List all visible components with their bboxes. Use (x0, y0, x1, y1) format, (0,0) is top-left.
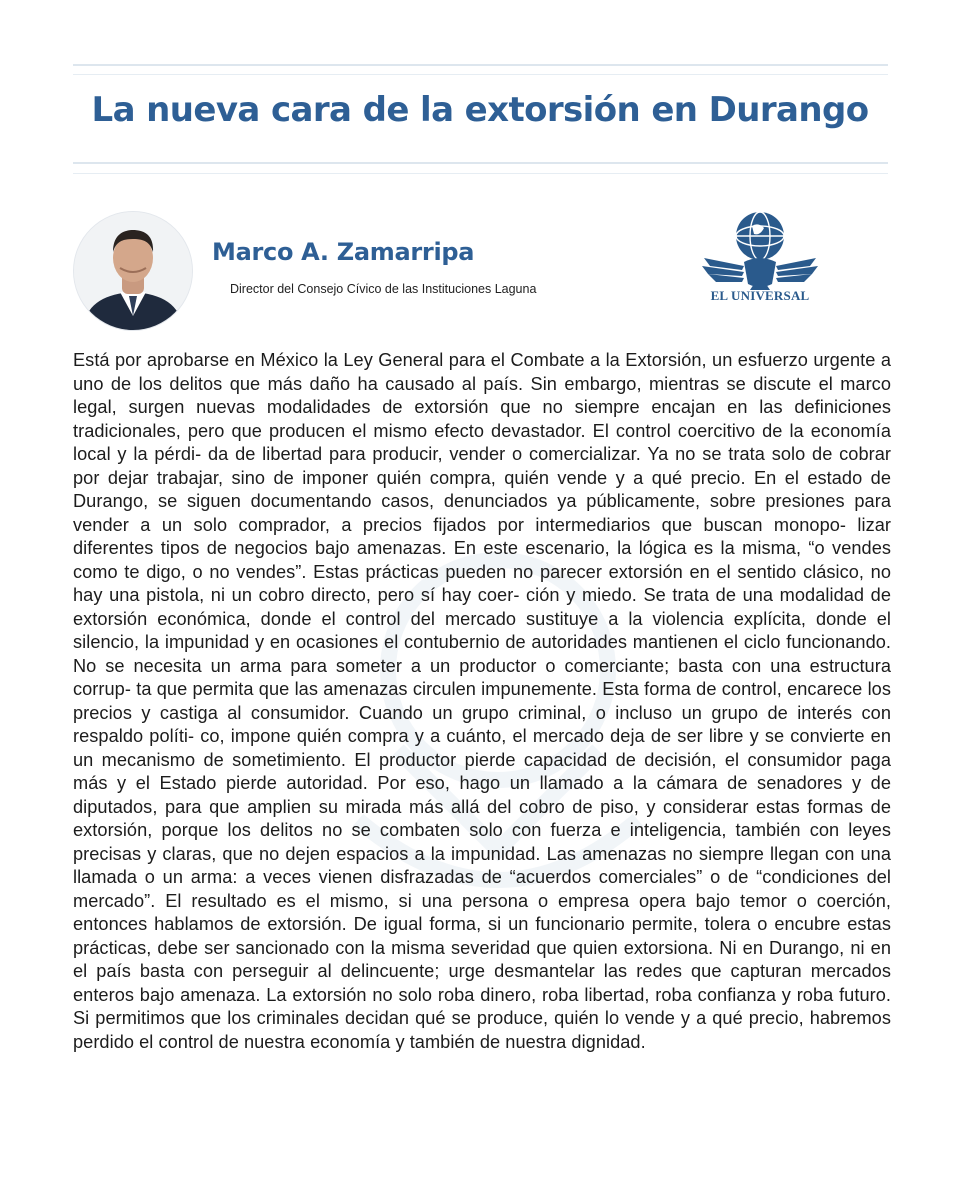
article-title: La nueva cara de la extorsión en Durango (91, 90, 869, 130)
author-photo-icon (74, 212, 192, 330)
publication-name: EL UNIVERSAL (710, 288, 810, 303)
header-bottom-rule-thin (73, 173, 888, 174)
header-top-rule (73, 64, 888, 66)
header-top-rule-thin (73, 74, 888, 75)
header-bottom-rule (73, 162, 888, 164)
author-name: Marco A. Zamarripa (212, 238, 475, 266)
author-role: Director del Consejo Cívico de las Instituciones Laguna (230, 282, 537, 296)
article-body: Está por aprobarse en México la Ley General para el Combate a la Extorsión, un esfuerzo urgente a uno de los delitos que más daño ha causado al país. Sin embargo, mientras se discute el marco legal, surgen nuevas modalidades de extorsión que no siempre encajan en las definiciones tradicionales, pero que producen el mismo efecto devastador. El control coercitivo de la economía local y la pérdi- da de libertad para producir, vender o comercializar. Ya no se trata solo de cobrar por dejar trabajar, sino de imponer quién compra, quién vende y a qué precio. En el estado de Durango, se siguen documentando casos, denunciados ya públicamente, sobre presiones para vender a un solo comprador, a precios fijados por intermediarios que buscan monopo- lizar diferentes tipos de negocios bajo amenazas. En este escenario, la lógica es la misma, “o vendes como te digo, o no vendes”. Estas prácticas pueden no parecer extorsión en el sentido clásico, no hay una pistola, ni un cobro directo, pero sí hay coer- ción y miedo. Se trata de una modalidad de extorsión económica, donde el control del mercado sustituye a la violencia explícita, donde el silencio, la impunidad y en ocasiones el contubernio de autoridades mantienen el ciclo funcionando. No se necesita un arma para someter a un productor o comerciante; basta con una estructura corrup- ta que permita que las amenazas circulen impunemente. Esta forma de control, encarece los precios y castiga al consumidor. Cuando un grupo criminal, o incluso un grupo de interés con respaldo políti- co, impone quién compra y a cuánto, el mercado deja de ser libre y se convierte en un mecanismo de sometimiento. El productor pierde capacidad de decisión, el consumidor paga más y el Estado pierde autoridad. Por eso, hago un llamado a la cámara de senadores y de diputados, para que amplien su mirada más allá del cobro de piso, y considerar estas formas de extorsión, porque los delitos no se combaten solo con fuerza e inteligencia, también con leyes precisas y claras, que no dejen espacios a la impunidad. Las amenazas no siempre llegan con una llamada o un arma: a veces vienen disfrazadas de “acuerdos comerciales” o de “condiciones del mercado”. El resultado es el mismo, si una persona o empresa opera bajo temor o coerción, entonces hablamos de extorsión. De igual forma, si un funcionario permite, tolera o encubre estas prácticas, debe ser sancionado con la misma severidad que quien extorsiona. Ni en Durango, ni en el país basta con perseguir al delincuente; urge desmantelar las redes que capturan mercados enteros bajo amenaza. La extorsión no solo roba dinero, roba libertad, roba confianza y roba futuro. Si permitimos que los criminales decidan qué se produce, quién lo vende y a qué precio, habremos perdido el control de nuestra economía y también de nuestra dignidad. (73, 350, 891, 1052)
author-avatar (74, 212, 192, 330)
